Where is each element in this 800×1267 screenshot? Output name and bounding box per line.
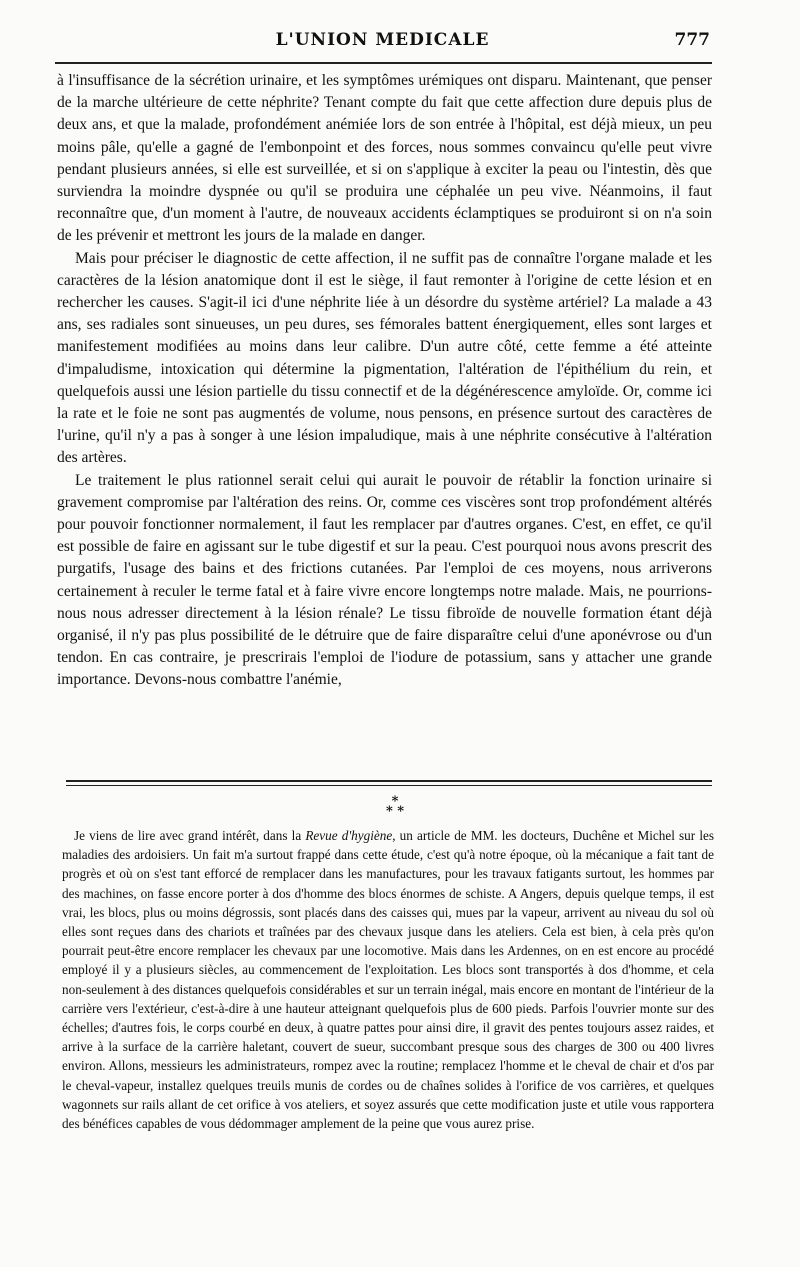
journal-title: Revue d'hygiène [305, 828, 393, 843]
header-rule [55, 62, 712, 64]
note-text [62, 826, 714, 1133]
asterism [380, 794, 410, 819]
page-number: 777 [674, 30, 710, 50]
note-rest: , un article de MM. les docteurs, Duchêne et Michel sur les maladies des ardoisiers. Un fait m'a surtout frappé dans cette étude, c'est qu'à notre époque, où la mécanique a fait tant de progrès et où on s'est tant efforcé de remplacer dans les manufactures, pour les travaux fatigants surtout, les hommes par des machines, on fasse encore porter à dos d'homme des blocs énormes de schiste. A Angers, depuis quelque temps, il est vrai, les blocs, plus ou moins dégrossis, sont placés dans des caisses qui, mues par la vapeur, arrivent au niveau du sol où elles sont reçues dans des chariots et traînées par des chevaux jusque dans les ateliers. Cela est bien, à cela près qu'on pourrait peut-être encore remplacer les chevaux par une locomotive. Mais dans les Ardennes, on en est encore au procédé employé il y a plusieurs siècles, au commencement de l'exploitation. Les blocs sont transportés à dos d'homme, et cela non-seulement à des distances quelquefois considérables et sur un terrain inégal, mais encore en montant de l'intérieur de la carrière vers l'extérieur, c'est-à-dire à une hauteur atteignant quelquefois plus de 600 pieds. Parfois l'ouvrier monte sur des échelles; d'autres fois, le corps courbé en deux, à quatre pattes pour ainsi dire, il gravit des pentes toujours assez raides, et arrive à la surface de la carrière haletant, couvert de sueur, succombant presque sous des charges de 300 ou 400 livres environ. Allons, messieurs les administrateurs, rompez avec la routine; remplacez l'homme et le cheval de chair et d'os par le cheval-vapeur, installez quelques treuils munis de cordes ou de chaînes solides à l'orifice de vos carrières, et quelques wagonnets sur rails allant de cet orifice à vos ateliers, et soyez assurés que cette modification juste et utile vous rapportera des bénéfices capables de vous dédommager amplement de la peine que vous aurez prise. [62, 828, 714, 1132]
section-divider-thick [66, 780, 712, 782]
asterism-glyph: * * * [385, 794, 405, 819]
section-divider-thin [66, 785, 712, 786]
note-paragraph [62, 826, 714, 1133]
paragraph-2: Mais pour préciser le diagnostic de cette affection, il ne suffit pas de connaître l'organe malade et les caractères de la lésion anatomique dont il est le siège, il faut remonter à l'origine de cette lésion et en rechercher les causes. S'agit-il ici d'une néphrite liée à un désordre du système artériel? La malade a 43 ans, ses radiales sont sinueuses, un peu dures, ses fémorales battent énergiquement, elles sont larges et manifestement modifiées au moins dans leur calibre. D'un autre côté, cette femme a été atteinte d'impaludisme, intoxication qui détermine la pigmentation, l'altération de l'épithélium du rein, et quelquefois aussi une lésion partielle du tissu connectif et de la dégénérescence amyloïde. Or, comme ici la rate et le foie ne sont pas augmentés de volume, nous pensons, en présence surtout des caractères de l'urine, qu'il n'y a pas à songer à une lésion impaludique, mais à une néphrite consécutive à l'altération des artères. [57, 249, 712, 467]
page-header [55, 30, 710, 56]
main-text [57, 70, 712, 692]
paragraph-3: Le traitement le plus rationnel serait celui qui aurait le pouvoir de rétablir la fonction urinaire si gravement compromise par l'altération des reins. Or, comme ces viscères sont trop profondément altérés pour pouvoir fonctionner normalement, il faut les remplacer par d'autres organes. C'est, en effet, ce qu'il est possible de faire en agissant sur le tube digestif et sur la peau. C'est pourquoi nous avons prescrit des purgatifs, l'usage des bains et des frictions cutanées. Par l'emploi de ces moyens, nous arriverons certainement à reculer le terme fatal et à faire vivre encore longtemps notre malade. Mais, ne pourrions-nous nous adresser directement à la lésion rénale? Le tissu fibroïde de nouvelle formation étant déjà organisé, il n'y pas plus possibilité de le détruire que de faire disparaître celui d'une aponévrose ou d'un tendon. En cas contraire, je prescrirais l'emploi de l'iodure de potassium, sans y attacher une grande importance. Devons-nous combattre l'anémie, [57, 471, 712, 689]
running-title: L'UNION MEDICALE [275, 30, 490, 50]
note-start: Je viens de lire avec grand intérêt, dans la [74, 828, 306, 843]
paragraph-1: à l'insuffisance de la sécrétion urinaire, et les symptômes urémiques ont disparu. Maintenant, que penser de la marche ultérieure de cette néphrite? Tenant compte du fait que cette affection dure depuis plus de deux ans, et que la malade, profondément anémiée lors de son entrée à l'hôpital, est déjà mieux, un peu moins pâle, qu'elle a gagné de l'embonpoint et des forces, nous sommes convaincu qu'elle peut vivre pendant plusieurs années, si elle est surveillée, et si on s'applique à exciter la peau ou l'intestin, dès que surviendra la moindre dyspnée ou qu'il se produira une céphalée un peu vive. Néanmoins, il faut reconnaître que, d'un moment à l'autre, de nouveaux accidents éclamptiques se produiront si on n'a soin de les prévenir et mettront les jours de la malade en danger. [57, 72, 712, 245]
